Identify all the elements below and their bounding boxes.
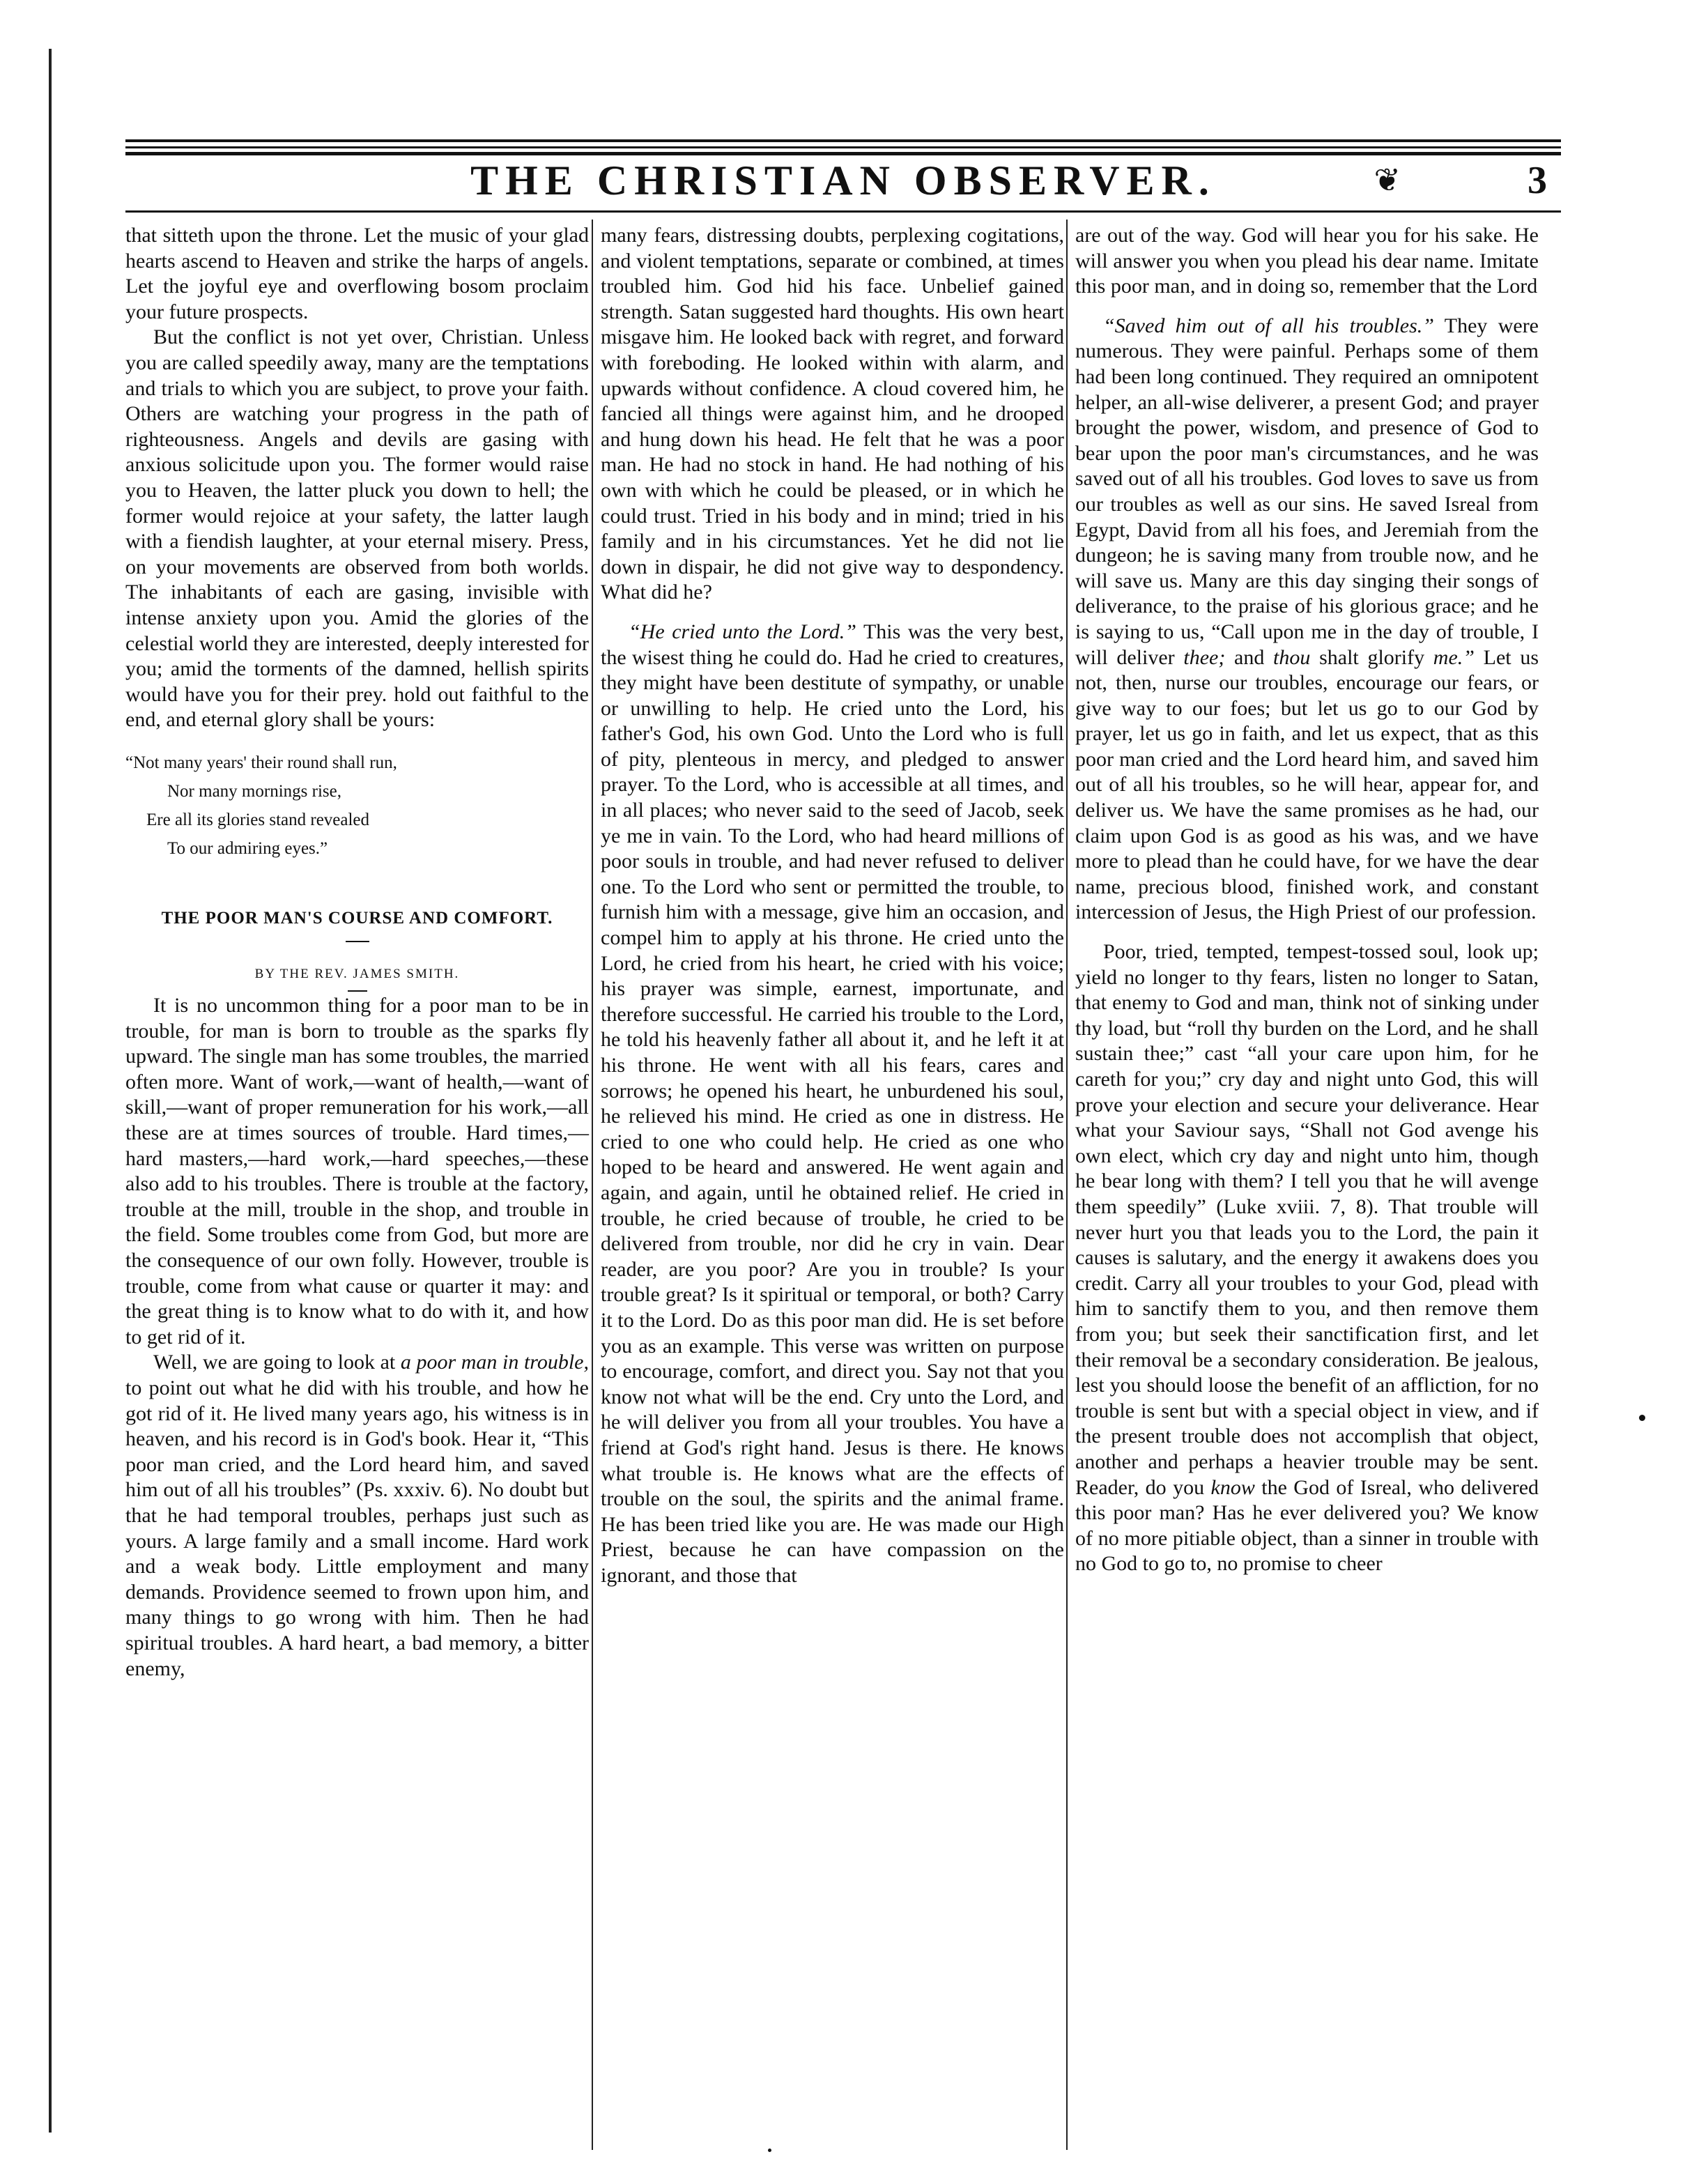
margin-dot [1639, 1415, 1645, 1421]
column-3 [1075, 223, 1539, 1577]
byline-rule [348, 990, 367, 992]
paragraph: many fears, distressing doubts, perplexing cogitations, and violent temptations, separate or combined, at times troubled him. God hid his face. Unbelief gained strength. Satan suggested hard thoughts. His own heart misgave him. He looked back with regret, and forward with foreboding. He looked within with alarm, and upwards without confidence. A cloud covered him, he fancied all things were against him, and he drooped and hung down his head. He felt that he was a poor man. He had no stock in hand. He had nothing of his own with which he could be pleased, or in which he could trust. Tried in his body and in mind; tried in his family and in his circumstances. Yet he did not lie down in dispair, he did not give way to despondency. What did he? [601, 224, 1064, 604]
poem [125, 748, 589, 863]
scan-margin-line [49, 49, 52, 2133]
margin-dot [768, 2149, 771, 2152]
header-rules [125, 139, 1561, 155]
column-divider [592, 220, 593, 2150]
poem-line: “Not many years' their round shall run, [125, 753, 397, 772]
page-number: 3 [1528, 159, 1547, 202]
newspaper-title: THE CHRISTIAN OBSERVER. [470, 157, 1216, 203]
masthead-underline [125, 210, 1561, 213]
paragraph: “He cried unto the Lord.” This was the very best, the wisest thing he could do. Had he cried to creatures, they might have been destitute of sympathy, or unable or unwilling to help. He cried unto the Lord, his father's God, his own God. Unto the Lord who is full of pity, plenteous in mercy, and pledged to answer prayer. To the Lord, who is accessible at all times, and in all places; who never said to the seed of Jacob, seek ye me in vain. To the Lord, who had heard millions of poor souls in trouble, and had never refused to deliver one. To the Lord who sent or permitted the trouble, to furnish him with a message, give him an occasion, and compel him to apply at his throne. He cried unto the Lord, he cried from his heart, he cried with his voice; his prayer was simple, earnest, importunate, and therefore successful. He carried his trouble to the Lord, he told his heavenly father all about it, and he left it at his throne. He went with all his fears, cares and sorrows; he opened his heart, he unburdened his soul, he relieved his mind. He cried as one in distress. He cried to one who could help. He cried as one who hoped to be heard and answered. He went again and again, and again, until he obtained relief. He cried in trouble, he cried because of trouble, he cried to be delivered from trouble, nor did he cry in vain. Dear reader, are you poor? Are you in trouble? Is your trouble great? Is it spiritual or temporal, or both? Carry it to the Lord. Do as this poor man did. He is set before you as an example. This verse was written on purpose to encourage, comfort, and direct you. Say not that you know not what will be the end. Cry unto the Lord, and he will deliver you from all your troubles. You have a friend at God's right hand. Jesus is there. He knows what trouble is. He knows what are the effects of trouble on the soul, the spirits and the animal frame. He has been tried like you are. He was made our High Priest, because he can have compassion on the ignorant, and those that [601, 620, 1064, 1587]
article-heading: THE POOR MAN'S COURSE AND COMFORT. [161, 908, 553, 928]
column-divider [1066, 220, 1068, 2150]
poem-line: To our admiring eyes.” [167, 838, 328, 858]
poem-line: Nor many mornings rise, [167, 781, 341, 801]
paragraph: But the conflict is not yet over, Christian. Unless you are called speedily away, many are the temptations and trials to which you are subject, to prove your faith. Others are watching your progress in the path of righteousness. Angels and devils are gasing with anxious solicitude upon you. The former would raise you to Heaven, the latter pluck you down to hell; the former would rejoice at your safety, the latter laugh with a fiendish laughter, at your eternal misery. Press, on your movements are observed from both worlds. The inhabitants of each are gasing, invisible with intense anxiety upon you. Amid the glories of the celestial world they are interested, deeply interested for you; amid the torments of the damned, hellish spirits would have you for their prey. hold out faithful to the end, and eternal glory shall be yours: [125, 325, 589, 732]
fleuron-icon: ❦ [1374, 162, 1401, 198]
heading-rule [346, 941, 369, 942]
paragraph: are out of the way. God will hear you for his sake. He will answer you when you plead his dear name. Imitate this poor man, and in doing so, remember that the Lord [1075, 224, 1539, 298]
paragraph: Well, we are going to look at a poor man in trouble, to point out what he did with his trouble, and how he got rid of it. He lived many years ago, his witness is in heaven, and his record is in God's book. Hear it, “This poor man cried, and the Lord heard him, and saved him out of all his troubles” (Ps. xxxiv. 6). No doubt but that he had temporal troubles, perhaps just such as yours. A large family and a small income. Hard work and a weak body. Little employment and many demands. Providence seemed to frown upon him, and many things to go wrong with him. Then he had spiritual troubles. A hard heart, a bad memory, a bitter enemy, [125, 1351, 590, 1680]
poem-line: Ere all its glories stand revealed [146, 810, 370, 829]
column-1 [125, 223, 589, 1682]
paragraph: Poor, tried, tempted, tempest-tossed soul, look up; yield no longer to thy fears, listen no longer to Satan, that enemy to God and man, think not of sinking under thy load, but “roll thy burden on the Lord, and he shall sustain thee;” cast “all your care upon him, for he careth for you;” cry day and night unto God, this will prove your election and secure your deliverance. Hear what your Saviour says, “Shall not God avenge his own elect, which cry day and night unto him, though he bear long with them? I tell you that he will avenge them speedily” (Luke xviii. 7, 8). That trouble will never hurt you that leads you to the Lord, the pain it causes is salutary, and the energy it awakens does you credit. Carry all your troubles to your God, plead with him to sanctify them to you, and then remove them from you; but seek their sanctification first, and let their removal be a secondary consideration. Be jealous, lest you should loose the benefit of an affliction, for no trouble is sent but with a special object in view, and if the present trouble does not accomplish that object, another and perhaps a heavier trouble may be sent. Reader, do you know the God of Isreal, who delivered this poor man? Has he ever delivered you? We know of no more pitiable object, than a sinner in trouble with no God to go to, no promise to cheer [1075, 940, 1539, 1576]
paragraph: It is no uncommon thing for a poor man to be in trouble, for man is born to trouble as the sparks fly upward. The single man has some troubles, the married often more. Want of work,—want of health,—want of skill,—want of proper remuneration for his work,—all these are at times sources of trouble. Hard times,—hard masters,—hard work,—hard speeches,—these also add to his troubles. There is trouble at the factory, trouble at the mill, trouble in the shop, and trouble in the field. Some troubles come from God, but more are the consequence of our own folly. However, trouble is trouble, come from what cause or quarter it may: and the great thing is to know what to do with it, and how to get rid of it. [125, 994, 589, 1349]
masthead [125, 157, 1561, 213]
paragraph: that sitteth upon the throne. Let the music of your glad hearts ascend to Heaven and strike the harps of angels. Let the joyful eye and overflowing bosom proclaim your future prospects. [125, 224, 589, 323]
article-byline: BY THE REV. JAMES SMITH. [254, 967, 460, 982]
column-2 [601, 223, 1064, 1588]
paragraph: “Saved him out of all his troubles.” They were numerous. They were painful. Perhaps some of them had been long continued. They required an omnipotent helper, an all-wise deliverer, a present God; and prayer brought the power, wisdom, and presence of God to bear upon the poor man's circumstances, and he was saved out of all his troubles. God loves to save us from our troubles as well as our sins. He saved Isreal from Egypt, David from all his foes, and Jeremiah from the dungeon; he is saving many from trouble now, and he will save us. Many are this day singing their songs of deliverance, to the praise of his glorious grace; and he is saying to us, “Call upon me in the day of trouble, I will deliver thee; and thou shalt glorify me.” Let us not, then, nurse our troubles, encourage our fears, or give way to our foes; but let us go to our God by prayer, let us go in faith, and let us expect, that as this poor man cried and the Lord heard him, and saved him out of all his troubles, so he will hear, appear for, and deliver us. We have the same promises as he had, our claim upon God is as good as his was, and we have more to plead than he could have, for we have the dear name, precious blood, finished work, and constant intercession of Jesus, the High Priest of our profession. [1075, 314, 1539, 924]
